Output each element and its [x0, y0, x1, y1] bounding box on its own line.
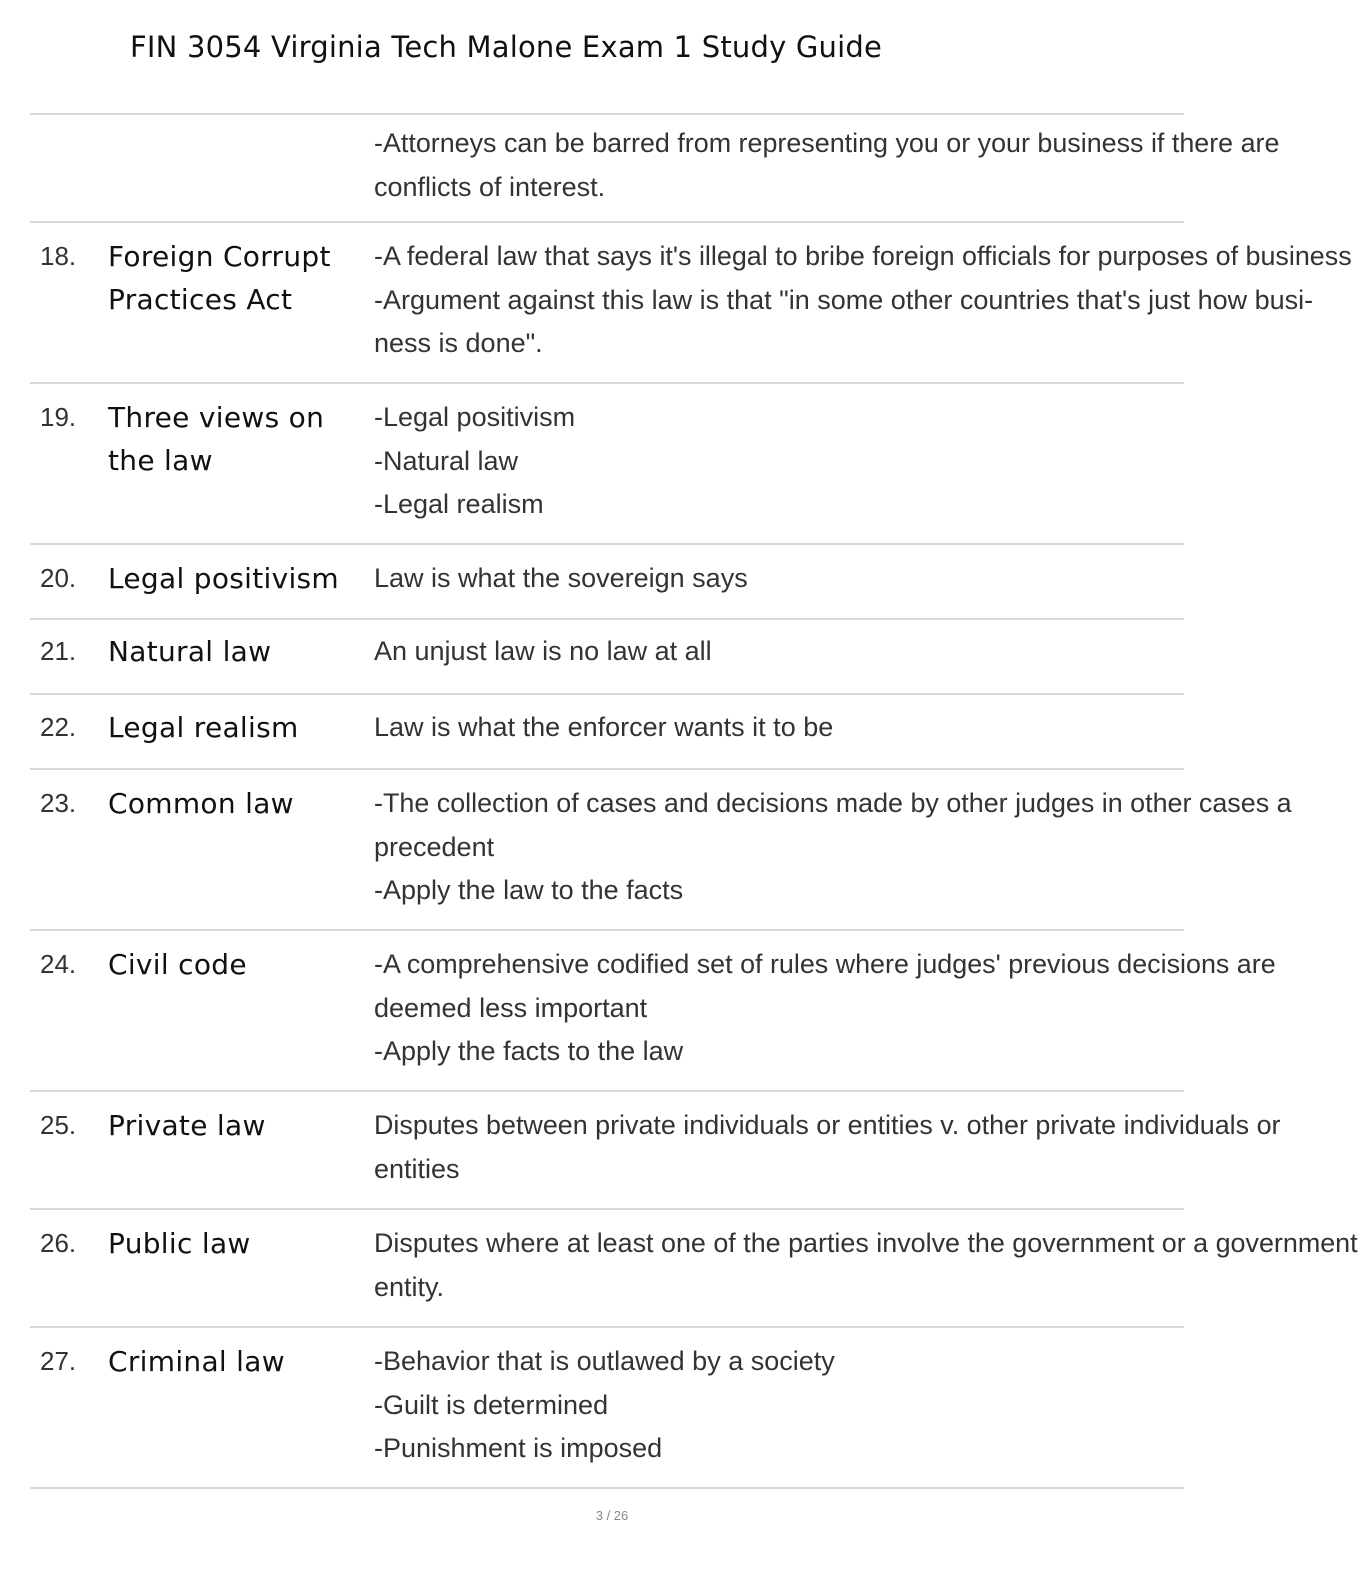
card-term: Foreign Corrupt Practices Act	[108, 240, 331, 316]
definition-line: ness is done".	[374, 328, 543, 358]
flashcard-row	[30, 1090, 1281, 1208]
definition-line: -Legal realism	[374, 489, 544, 519]
definition-line: -Guilt is determined	[374, 1389, 609, 1420]
definition-line: -Behavior that is outlawed by a society	[374, 1346, 835, 1376]
flashcard-row	[30, 221, 1352, 382]
definition-line: -Punishment is imposed	[374, 1433, 663, 1463]
card-number: 18.	[40, 241, 77, 271]
flashcard-row	[30, 768, 1292, 929]
card-term: Private law	[108, 1109, 266, 1142]
definition-line: Disputes where at least one of the parties involve the government or a government	[374, 1228, 1358, 1258]
card-term: Natural law	[108, 635, 272, 668]
card-number: 24.	[40, 949, 77, 979]
card-definition	[374, 235, 1356, 382]
definition-line: -The collection of cases and decisions made by other judges in other cases a	[374, 788, 1292, 818]
flashcard-row	[30, 693, 1184, 768]
card-term: Civil code	[108, 948, 247, 981]
definition-line: Disputes between private individuals or entities v. other private individuals or	[374, 1110, 1281, 1140]
card-number: 27.	[40, 1346, 77, 1376]
definition-line: Law is what the enforcer wants it to be	[374, 712, 834, 742]
definition-line: -Argument against this law is that "in some other countries that's just how busi-	[374, 284, 1314, 315]
flashcard-list	[30, 113, 1358, 1489]
card-definition	[374, 943, 1280, 1090]
card-definition	[374, 782, 1296, 929]
card-term	[108, 122, 374, 221]
flashcard-row	[30, 618, 1184, 693]
card-term: Legal positivism	[108, 562, 339, 595]
card-definition	[374, 557, 1184, 618]
card-term: Legal realism	[108, 711, 299, 744]
flashcard-row	[30, 1208, 1358, 1326]
flashcard-row	[30, 1326, 1184, 1489]
flashcard-row	[30, 382, 1184, 543]
definition-line: -Natural law	[374, 445, 519, 476]
card-definition	[374, 706, 1184, 768]
card-definition	[374, 1222, 1362, 1326]
card-definition	[374, 1104, 1284, 1208]
card-definition	[374, 396, 1184, 543]
definition-line: -A comprehensive codified set of rules where judges' previous decisions are	[374, 949, 1276, 979]
definition-line: conflicts of interest.	[374, 171, 606, 202]
card-number: 22.	[40, 712, 77, 742]
definition-line: -A federal law that says it's illegal to bribe foreign officials for purposes of business	[374, 241, 1352, 271]
card-term: Criminal law	[108, 1345, 285, 1378]
card-term: Common law	[108, 787, 294, 820]
flashcard-row	[30, 113, 1280, 221]
card-number: 20.	[40, 563, 77, 593]
card-definition	[374, 122, 1283, 221]
card-number: 21.	[40, 636, 77, 666]
definition-line: An unjust law is no law at all	[374, 636, 712, 666]
card-number: 25.	[40, 1110, 77, 1140]
definition-line: -Apply the law to the facts	[374, 875, 684, 905]
definition-line: -Attorneys can be barred from representing you or your business if there are	[374, 128, 1280, 158]
flashcard-row	[30, 929, 1276, 1090]
definition-line: -Legal positivism	[374, 402, 576, 432]
page-title: FIN 3054 Virginia Tech Malone Exam 1 Study Guide	[130, 30, 883, 64]
flashcard-row	[30, 543, 1184, 618]
card-definition	[374, 630, 1184, 693]
definition-line: Law is what the sovereign says	[374, 563, 748, 593]
card-number: 19.	[40, 402, 77, 432]
card-definition	[374, 1340, 1184, 1487]
card-term: Three views on the law	[108, 401, 325, 477]
definition-line: entity.	[374, 1271, 445, 1302]
card-number	[30, 122, 108, 221]
card-term: Public law	[108, 1227, 251, 1260]
definition-line: -Apply the facts to the law	[374, 1036, 684, 1066]
page-number: 3 / 26	[595, 1508, 629, 1523]
card-number: 26.	[40, 1228, 77, 1258]
definition-line: entities	[374, 1153, 460, 1184]
card-number: 23.	[40, 788, 77, 818]
definition-line: deemed less important	[374, 992, 648, 1023]
definition-line: precedent	[374, 831, 495, 862]
